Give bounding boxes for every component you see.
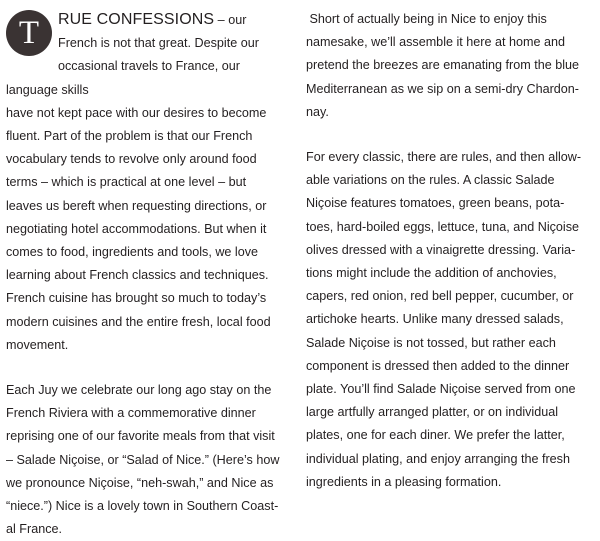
- text-line: tions might include the addition of anchovies,: [306, 266, 557, 281]
- dropcap-initial: T: [6, 10, 52, 56]
- lead-rest: – our: [214, 13, 247, 27]
- text-line: artichoke hearts. Unlike many dressed salads,: [306, 312, 564, 327]
- text-line: Short of actually being in Nice to enjoy this: [306, 12, 547, 26]
- text-line: leaves us bereft when requesting directions, or: [6, 198, 267, 213]
- text-line: French is not that great. Despite our: [58, 36, 259, 51]
- text-line: able variations on the rules. A classic Salade: [306, 173, 555, 188]
- text-line: individual plating, and enjoy arranging the fresh: [306, 451, 570, 466]
- text-line: occasional travels to France, our language skills: [6, 59, 240, 97]
- text-line: comes to food, ingredients and tools, we love: [6, 245, 259, 260]
- paragraph-intro: [6, 8, 294, 357]
- text-line: French Riviera with a commemorative dinner: [6, 406, 256, 421]
- text-line: component is dressed then added to the dinner: [306, 358, 570, 373]
- text-line: al France.: [6, 522, 62, 537]
- text-line: Mediterranean as we sip on a semi-dry Chardon-: [306, 81, 579, 96]
- text-line: reprising one of our favorite meals from that visit: [6, 429, 275, 444]
- text-line: negotiating hotel accommodations. But when it: [6, 221, 267, 236]
- right-column: [306, 8, 594, 494]
- text-line: nay.: [306, 104, 329, 119]
- text-line: plates, one for each diner. We prefer the latter,: [306, 428, 565, 443]
- paragraph-gap: [6, 357, 294, 379]
- text-line: “niece.”) Nice is a lovely town in Southern Coast-: [6, 499, 279, 514]
- text-line: learning about French classics and techniques.: [6, 268, 269, 283]
- text-line: vocabulary tends to revolve only around food: [6, 152, 257, 167]
- text-line: French cuisine has brought so much to today’s: [6, 291, 267, 306]
- text-line: For every classic, there are rules, and then allow-: [306, 150, 582, 165]
- lead-caps: RUE CONFESSIONS: [58, 11, 215, 28]
- text-line: pretend the breezes are emanating from the blue: [306, 58, 580, 73]
- left-column: [6, 8, 294, 541]
- text-line: Niçoise features tomatoes, green beans, pota-: [306, 196, 565, 211]
- text-line: capers, red onion, red bell pepper, cucumber, or: [306, 289, 574, 304]
- text-line: Salade Niçoise is not tossed, but rather each: [306, 335, 556, 350]
- paragraph-gap: [306, 124, 594, 146]
- text-line: ingredients in a pleasing formation.: [306, 474, 502, 489]
- paragraph-nice: [306, 8, 594, 124]
- paragraph-rules: [306, 146, 594, 494]
- text-line: olives dressed with a vinaigrette dressing. Varia-: [306, 242, 576, 257]
- text-line: have not kept pace with our desires to become: [6, 105, 267, 120]
- text-line: modern cuisines and the entire fresh, local food: [6, 314, 271, 329]
- text-line: movement.: [6, 337, 69, 352]
- text-line: large artfully arranged platter, or on individual: [306, 405, 559, 420]
- text-line: terms – which is practical at one level – but: [6, 175, 247, 190]
- text-line: namesake, we’ll assemble it here at home and: [306, 35, 566, 50]
- text-line: plate. You’ll find Salade Niçoise served from one: [306, 382, 576, 397]
- text-line: – Salade Niçoise, or “Salad of Nice.” (Here’s how: [6, 452, 280, 467]
- text-line: we pronounce Niçoise, “neh-swah,” and Nice as: [6, 475, 274, 490]
- text-line: Each Juy we celebrate our long ago stay on the: [6, 383, 272, 398]
- paragraph-celebration: [6, 379, 294, 541]
- text-line: toes, hard-boiled eggs, lettuce, tuna, and Niçoise: [306, 219, 580, 234]
- text-line: fluent. Part of the problem is that our French: [6, 129, 253, 144]
